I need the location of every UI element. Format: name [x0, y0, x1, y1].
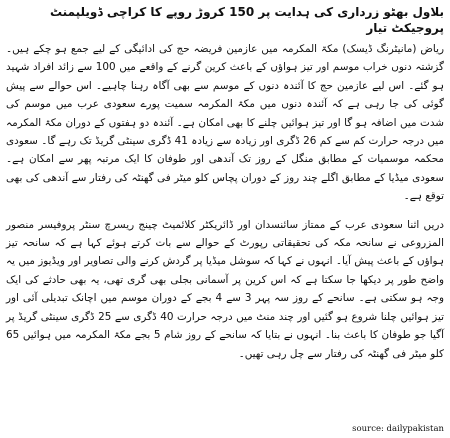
article-headline: بلاول بھٹو زرداری کی ہدایت پر 150 کروڑ روپے کا کراچی ڈویلپمنٹ پروجیکٹ تیار: [49, 5, 444, 35]
news-article: [6, 4, 444, 434]
article-paragraph: دریں اثنا سعودی عرب کے ممتاز سائنسدان اور ڈائریکٹر کلائمیٹ چینج ریسرچ سنٹر پروفیسر منصور المزروعی نے سانحہ مکہ کی تحقیقاتی رپورٹ کے حوالے سے بات کرتے ہوئے کہا ہے کہ سانحہ تیز ہواؤں کے باعث پیش آیا۔ انہوں نے کہا کہ سوشل میڈیا پر گردش کرنے والی تصاویر اور ویڈیوز میں یہ واضح طور پر دیکھا جا سکتا ہے کہ اس کرین پر آسمانی بجلی بھی گری تھی، یہ بھی حادثے کی ایک وجہ ہو سکتی ہے۔ سانحے کے روز سہ پہر 3 سے 4 بجے کے دوران موسم میں اچانک تبدیلی آئی اور تیز ہوائیں چلنا شروع ہو گئیں اور چند منٹ میں درجہ حرارت 40 ڈگری سے 25 ڈگری سینٹی گریڈ پر آگیا جو طوفان کا باعث بنا۔ انہوں نے بتایا کہ سانحے کے روز شام 5 بجے مکۃ المکرمہ میں ہوائیں 65 کلو میٹر فی گھنٹہ کی رفتار سے چل رہی تھیں۔: [6, 218, 445, 360]
article-paragraph: ریاض (مانیٹرنگ ڈیسک) مکۃ المکرمہ میں عازمین فریضہ حج کی ادائیگی کے لیے جمع ہو چکے ہیں۔ گزشتہ دنوں خراب موسم اور تیز ہواؤں کے باعث کرین گرنے کے واقعے میں 100 سے زائد افراد شہید ہو گئے۔ اس لیے عازمین حج کا آئندہ دنوں کے موسم سے بھی آگاہ رہنا چاہیے۔ اس حوالے سے پیش گوئی کی جا رہی ہے کہ آئندہ دنوں میں مکۃ المکرمہ سمیت پورے سعودی عرب میں موسم کی شدت میں اضافہ ہو گا اور تیز ہوائیں چلنے کا بھی امکان ہے۔ آئندہ دو ہفتوں کے دوران مکۃ المکرمہ میں درجہ حرارت کم سے کم 26 ڈگری اور زیادہ سے زیادہ 41 ڈگری سینٹی گریڈ تک رہے گا۔ سعودی محکمہ موسمیات کے مطابق منگل کے روز تک آندھی اور طوفان کا ایک مرتبہ پھر سے امکان ہے۔ سعودی میڈیا کے مطابق اگلے چند روز کے دوران پچاس کلو میٹر فی گھنٹہ کی رفتار سے آندھی کی بھی توقع ہے۔: [6, 43, 445, 203]
source-credit: source: dailypakistan: [352, 424, 444, 434]
